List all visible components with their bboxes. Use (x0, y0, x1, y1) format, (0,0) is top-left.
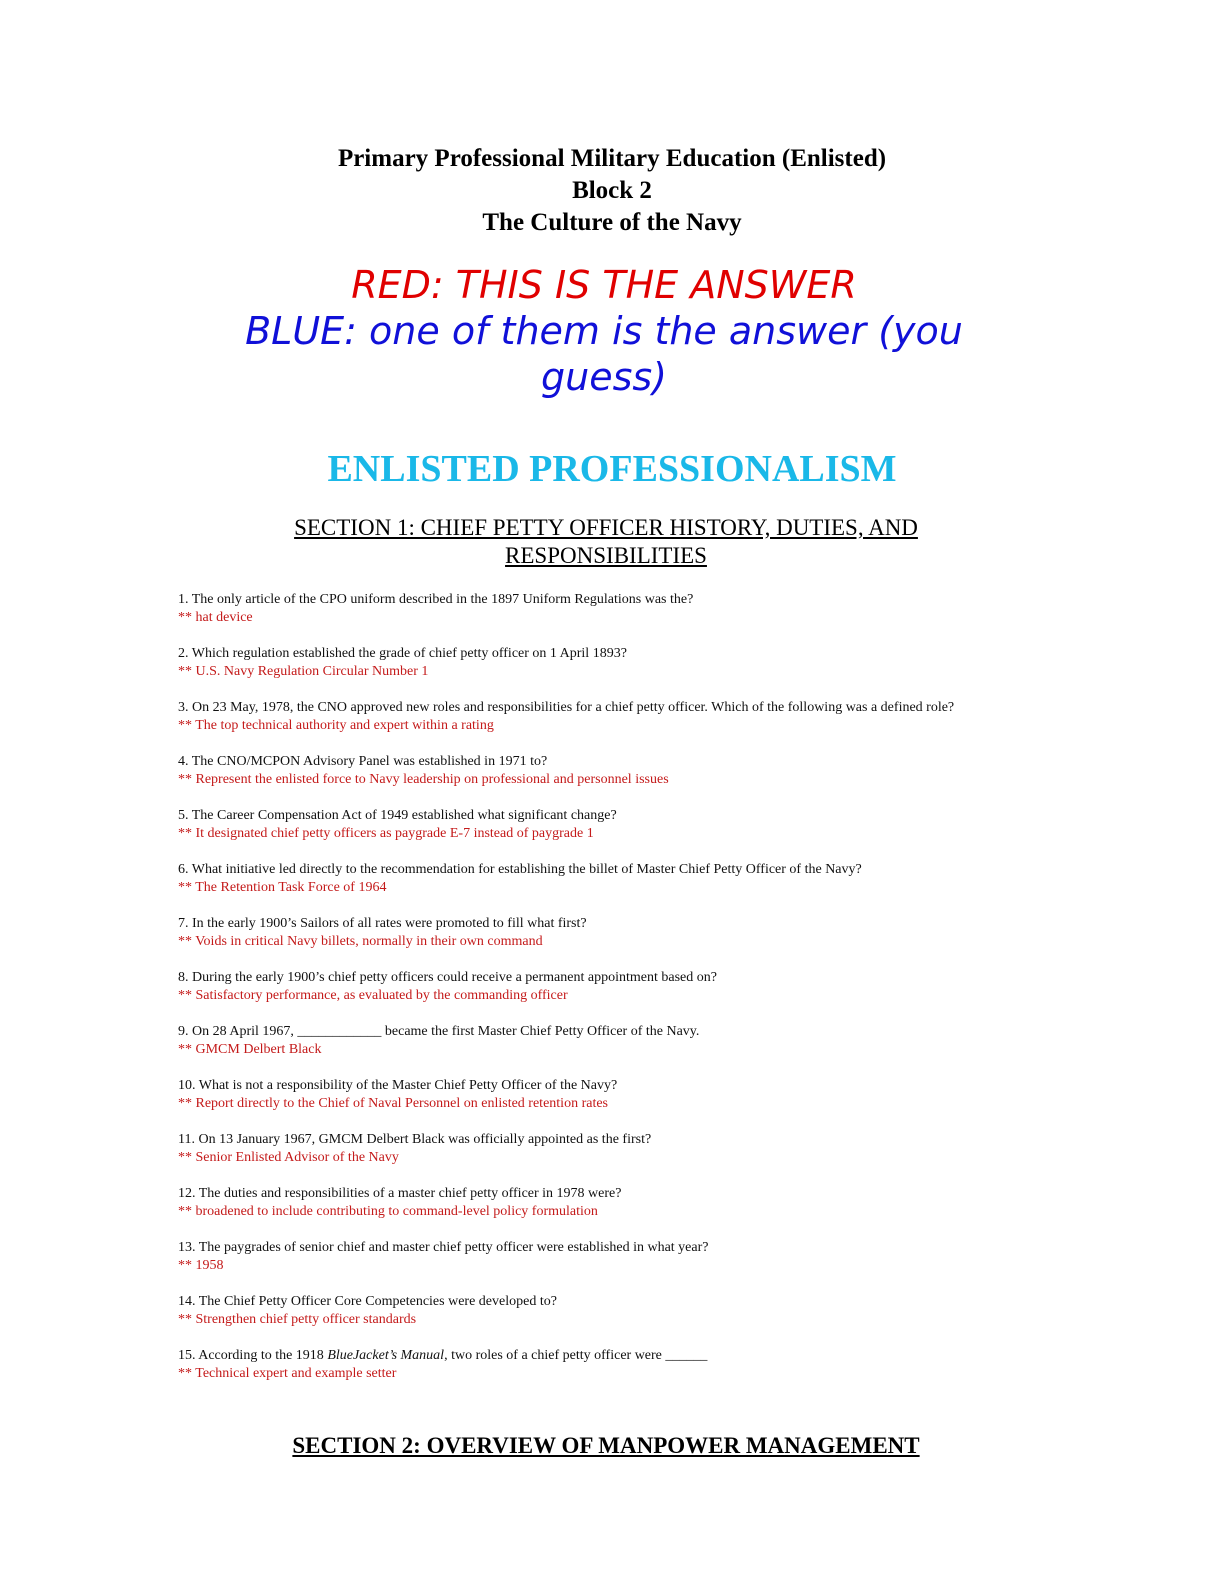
question-text: 1. The only article of the CPO uniform described in the 1897 Uniform Regulations was the? (178, 592, 694, 607)
main-heading: ENLISTED PROFESSIONALISM (327, 448, 897, 490)
question-item (178, 1239, 1038, 1275)
question-item (178, 1293, 1038, 1329)
section-2-heading: SECTION 2: OVERVIEW OF MANPOWER MANAGEMENT (292, 1433, 920, 1458)
question-item (178, 1185, 1038, 1221)
question-item (178, 645, 1038, 681)
section-1-heading: SECTION 1: CHIEF PETTY OFFICER HISTORY, DUTIES, AND RESPONSIBILITIES (294, 515, 918, 568)
question-item (178, 699, 1038, 735)
question-text: 11. On 13 January 1967, GMCM Delbert Black was officially appointed as the first? (178, 1132, 652, 1147)
question-item (178, 969, 1038, 1005)
title-line-1: Primary Professional Military Education (Enlisted) (337, 145, 887, 172)
answer-text: ** broadened to include contributing to command-level policy formulation (178, 1204, 598, 1219)
document-title (0, 143, 1224, 239)
question-text: 2. Which regulation established the grade of chief petty officer on 1 April 1893? (178, 646, 627, 661)
answer-text: ** The top technical authority and expert within a rating (178, 718, 494, 733)
answer-text: ** Represent the enlisted force to Navy leadership on professional and personnel issues (178, 772, 669, 787)
question-text: 4. The CNO/MCPON Advisory Panel was established in 1971 to? (178, 754, 548, 769)
title-line-3: The Culture of the Navy (482, 209, 742, 236)
question-text: 10. What is not a responsibility of the Master Chief Petty Officer of the Navy? (178, 1078, 618, 1093)
answer-text: ** Technical expert and example setter (178, 1366, 397, 1381)
answer-text: ** Voids in critical Navy billets, normally in their own command (178, 934, 543, 949)
question-text (178, 1347, 1038, 1365)
question-item (178, 807, 1038, 843)
question-item (178, 1023, 1038, 1059)
answer-text: ** Senior Enlisted Advisor of the Navy (178, 1150, 399, 1165)
question-text: 3. On 23 May, 1978, the CNO approved new roles and responsibilities for a chief petty officer. Which of the following was a defined role? (178, 700, 955, 715)
question-list (178, 591, 1038, 1401)
question-text: 6. What initiative led directly to the recommendation for establishing the billet of Master Chief Petty Officer of the Navy? (178, 862, 862, 877)
question-item (178, 1131, 1038, 1167)
question-text: 7. In the early 1900’s Sailors of all rates were promoted to fill what first? (178, 916, 587, 931)
legend-blue: BLUE: one of them is the answer (you guess) (245, 309, 963, 399)
question-text: 12. The duties and responsibilities of a master chief petty officer in 1978 were? (178, 1186, 622, 1201)
question-item (178, 861, 1038, 897)
question-text: 5. The Career Compensation Act of 1949 established what significant change? (178, 808, 617, 823)
question-15-manual-title: BlueJacket’s Manual (327, 1348, 445, 1363)
question-15-prefix: 15. According to the 1918 (178, 1348, 328, 1363)
legend-red: RED: THIS IS THE ANSWER (351, 263, 857, 307)
answer-text: ** Satisfactory performance, as evaluated by the commanding officer (178, 988, 568, 1003)
question-text: 8. During the early 1900’s chief petty officers could receive a permanent appointment based on? (178, 970, 717, 985)
question-item (178, 591, 1038, 627)
answer-text: ** GMCM Delbert Black (178, 1042, 322, 1057)
answer-text: ** Report directly to the Chief of Naval Personnel on enlisted retention rates (178, 1096, 608, 1111)
question-text: 13. The paygrades of senior chief and master chief petty officer were established in what year? (178, 1240, 709, 1255)
title-line-2: Block 2 (572, 177, 652, 204)
answer-text: ** It designated chief petty officers as paygrade E-7 instead of paygrade 1 (178, 826, 594, 841)
answer-text: ** The Retention Task Force of 1964 (178, 880, 387, 895)
question-item (178, 915, 1038, 951)
question-item (178, 1347, 1038, 1383)
question-text: 9. On 28 April 1967, ____________ became the first Master Chief Petty Officer of the Navy. (178, 1024, 700, 1039)
answer-text: ** hat device (178, 610, 253, 625)
answer-text: ** Strengthen chief petty officer standards (178, 1312, 417, 1327)
question-item (178, 1077, 1038, 1113)
answer-text: ** 1958 (178, 1258, 224, 1273)
color-legend (200, 262, 1008, 400)
question-item (178, 753, 1038, 789)
question-15-suffix: , two roles of a chief petty officer were ______ (444, 1348, 708, 1363)
answer-text: ** U.S. Navy Regulation Circular Number 1 (178, 664, 429, 679)
question-text: 14. The Chief Petty Officer Core Competencies were developed to? (178, 1294, 557, 1309)
